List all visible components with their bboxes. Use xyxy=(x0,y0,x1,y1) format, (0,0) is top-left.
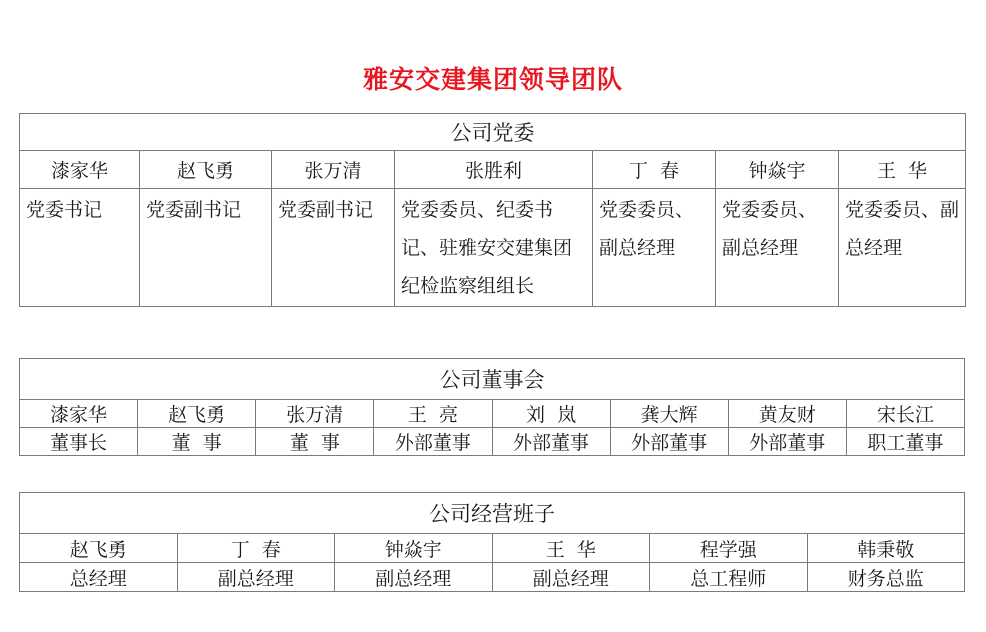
member-role: 总工程师 xyxy=(650,563,808,592)
management-table xyxy=(19,492,965,592)
member-role: 党委书记 xyxy=(20,189,140,307)
member-role: 副总经理 xyxy=(335,563,493,592)
member-name: 王 亮 xyxy=(374,400,492,428)
member-role: 党委副书记 xyxy=(272,189,395,307)
member-role: 党委委员、纪委书记、驻雅安交建集团纪检监察组组长 xyxy=(395,189,593,307)
member-name: 王 华 xyxy=(839,151,966,189)
management-heading: 公司经营班子 xyxy=(20,493,965,534)
member-role: 外部董事 xyxy=(492,428,610,456)
party-committee-table xyxy=(19,113,966,307)
member-role: 财务总监 xyxy=(807,563,965,592)
member-role: 副总经理 xyxy=(177,563,335,592)
member-name: 王 华 xyxy=(492,534,650,563)
member-name: 龚大辉 xyxy=(610,400,728,428)
member-role: 党委委员、副总经理 xyxy=(716,189,839,307)
member-role: 董 事 xyxy=(138,428,256,456)
board-heading: 公司董事会 xyxy=(20,359,965,400)
member-role: 董 事 xyxy=(256,428,374,456)
member-name: 韩秉敬 xyxy=(807,534,965,563)
member-name: 钟焱宇 xyxy=(716,151,839,189)
board-table xyxy=(19,358,965,456)
member-role: 副总经理 xyxy=(492,563,650,592)
member-name: 赵飞勇 xyxy=(140,151,272,189)
member-name: 张万清 xyxy=(256,400,374,428)
member-name: 张胜利 xyxy=(395,151,593,189)
member-name: 程学强 xyxy=(650,534,808,563)
member-name: 宋长江 xyxy=(846,400,964,428)
member-role: 董事长 xyxy=(20,428,138,456)
member-name: 钟焱宇 xyxy=(335,534,493,563)
member-role: 职工董事 xyxy=(846,428,964,456)
party-committee-heading: 公司党委 xyxy=(20,114,966,151)
member-name: 丁 春 xyxy=(177,534,335,563)
member-role: 外部董事 xyxy=(728,428,846,456)
member-role: 党委委员、副总经理 xyxy=(593,189,716,307)
member-role: 外部董事 xyxy=(374,428,492,456)
member-name: 刘 岚 xyxy=(492,400,610,428)
member-role: 总经理 xyxy=(20,563,178,592)
member-name: 张万清 xyxy=(272,151,395,189)
member-role: 党委委员、副总经理 xyxy=(839,189,966,307)
member-role: 党委副书记 xyxy=(140,189,272,307)
member-name: 漆家华 xyxy=(20,400,138,428)
member-name: 赵飞勇 xyxy=(20,534,178,563)
member-name: 赵飞勇 xyxy=(138,400,256,428)
member-name: 黄友财 xyxy=(728,400,846,428)
page-title: 雅安交建集团领导团队 xyxy=(362,65,623,94)
member-name: 漆家华 xyxy=(20,151,140,189)
member-name: 丁 春 xyxy=(593,151,716,189)
member-role: 外部董事 xyxy=(610,428,728,456)
